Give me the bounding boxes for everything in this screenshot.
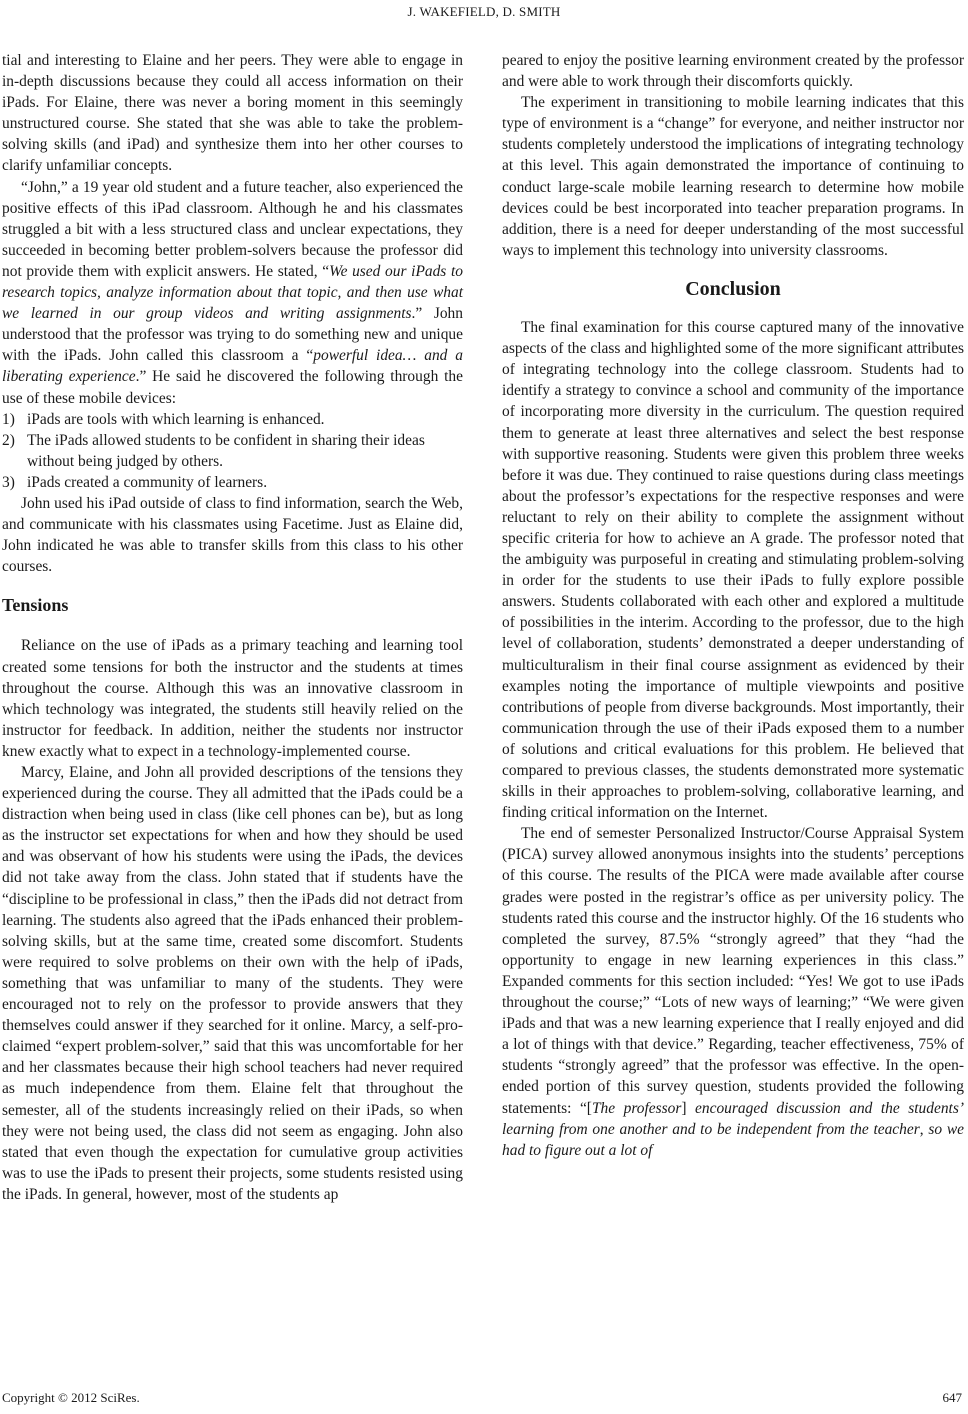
list-item: [2, 472, 463, 493]
list-item: [2, 409, 463, 430]
pica-text-1: The end of semester Personalized Instructor/Course Appraisal System (PICA) survey allowed anonymous insights into the students’ perceptions of this course. The results of the PICA were made available after course grades were posted in the registrar’s office as per university policy. The students rated this course and the instructor highly. Of the 16 students who completed the survey, 87.5% “strongly agreed” that they “had the opportunity to engage in new learning experiences in this class.” Expanded comments for this section included: “Yes! We got to use iPads throughout the course;” “Lots of new ways of learning;” “We were given iPads and that was a new learning experience that I really enjoyed and did a lot of things with that device.” Regarding, teacher effectiveness, 75% of students “strongly agreed” that the professor was effective. In the open-ended portion of this survey question, students provided the following statements: “[: [502, 825, 964, 1117]
paragraph-elaine-continued: tial and interesting to Elaine and her peers. They were able to engage in in-depth discussions because they could all access information on their iPads. For Elaine, there was never a boring moment in this seemingly unstructured course. She stated that she was able to take the problem-solving skills (and iPad) and synthesize them into her other courses to clarify unfamiliar concepts.: [2, 52, 463, 175]
john-text-1: “John,” a 19 year old student and a future teacher, also experienced the positive effects of this iPad classroom. Although he and his classmates struggled a bit with a less structured class and unclear expectations, they succeeded in becoming better problem-solvers because the professor did not provide them with explicit answers. He stated, “: [2, 178, 463, 280]
john-text-2: .” John understood that the professor was trying to do something new and unique with the iPads. John called this classroom a “: [2, 305, 463, 365]
paragraph-tensions-descriptions: Marcy, Elaine, and John all provided descriptions of the tensions they experienced during the course. They all admitted that the iPads could be a distraction when being used in class (like cell phones can be), but as long as the instructor set expectations for when and how they should be used and was observant of how his students were using the iPads, the devices did not take away from the class. John stated that if students have the “discipline to be professional in class,” then the iPads did not detract from learning. The students also agreed that the iPads enhanced their problem-solving skills, but at the same time, created some discomfort. Students were required to solve problems on their own with the help of iPads, something that was unfamiliar to many of the students. They were encouraged not to rely on the professor to provide answers that they themselves could answer if they searched for it online. Marcy, a self-proclaimed “expert problem-solver,” said that this was uncomfortable for her and her classmates because their high school teachers had never required as much independence from them. Elaine felt that throughout the semester, all of the students increasingly relied on their iPads, so when they were not being used, the class did not seem as engaging. John also stated that even though the expectation for cumulative group activities was to use the iPads to present their projects, some students resisted using the iPads. In general, however, most of the students ap: [2, 764, 463, 1203]
list-item-text: iPads created a community of learners.: [27, 473, 268, 491]
list-item-number: 2): [2, 431, 15, 449]
pica-italic-quote-end: so we had to figure out a lot of: [502, 1120, 965, 1159]
list-item-number: 1): [2, 410, 15, 428]
page-number: 647: [942, 1390, 962, 1405]
list-item-text: iPads are tools with which learning is enhanced.: [27, 410, 325, 428]
section-heading-tensions: Tensions: [2, 595, 69, 616]
list-item-text: The iPads allowed students to be confident in sharing their ideas without being judged by others.: [27, 431, 425, 470]
findings-list: [2, 409, 463, 493]
john-quote-powerful-idea: powerful idea… and a liberating experience: [2, 347, 463, 386]
paragraph-tensions-continued: peared to enjoy the positive learning environment created by the professor and were able to work through their discomforts quickly.: [502, 52, 964, 91]
paragraph-john-outside-class: John used his iPad outside of class to find information, search the Web, and communicate with his classmates using Facetime. Just as Elaine did, John indicated he was able to transfer skills from this class to his other courses.: [2, 494, 463, 576]
left-column: [2, 50, 463, 1205]
paragraph-pica-survey: [502, 823, 964, 1161]
section-heading-conclusion: Conclusion: [685, 277, 781, 300]
pica-text-2: ]: [681, 1099, 696, 1117]
pica-italic-professor: The professor: [591, 1099, 682, 1117]
paragraph-mobile-learning-experiment: The experiment in transitioning to mobile learning indicates that this type of environment is a “change” for everyone, and neither instructor nor students completely understood the implications of integrating technology at this level. This again demonstrated the importance of continuing to conduct large-scale mobile learning research to determine how mobile devices could be best incorporated into teacher preparation programs. In addition, there is a need for deeper understanding of the most successful ways to implement this technology into university classrooms.: [502, 94, 964, 259]
john-text-3: .” He said he discovered the following through the use of these mobile devices:: [2, 368, 463, 407]
running-head: J. WAKEFIELD, D. SMITH: [407, 4, 561, 19]
paragraph-john: [2, 177, 463, 409]
list-item-number: 3): [2, 473, 15, 491]
paragraph-tensions-intro: Reliance on the use of iPads as a primary teaching and learning tool created some tensions for both the instructor and the students at times throughout the course. Although this was an innovative classroom in which technology was integrated, the students still heavily relied on the instructor for feedback. In addition, neither the students nor instructor knew exactly what to expect in a technology-implemented course.: [2, 637, 463, 760]
pica-italic-quote: encouraged discussion and the students’ learning from one another and to be independent from the teacher: [502, 1099, 964, 1138]
pica-text-3: ,: [919, 1120, 929, 1138]
right-column: [502, 50, 964, 1161]
list-item: [2, 430, 463, 472]
copyright-notice: Copyright © 2012 SciRes.: [2, 1390, 140, 1405]
paragraph-final-examination: The final examination for this course captured many of the innovative aspects of the class and highlighted some of the more significant attributes of integrating technology into the college classroom. Students had to identify a strategy to convince a school and community of the importance of incorporating more diversity in the curriculum. The question required them to generate at least three alternatives and select the best response with supportive reasoning. Students were given this problem three weeks before it was due. They continued to raise questions during class meetings about the professor’s expectations for the respective responses and were reluctant to rely on their ability to complete the assignment without specific criteria for how to achieve an A grade. The professor noted that the ambiguity was purposeful in creating and stimulating problem-solving in order for the students to use their iPads to fully explore possible answers. Students collaborated with each other and explored a multitude of possibilities in the interim. According to the professor, due to the high level of collaboration, students’ demonstrated a deeper understanding of multiculturalism in their final course assignment as evidenced by their examples noting the importance of multiple viewpoints and positive contributions of people from diverse backgrounds. Most importantly, their communication through the use of their iPads exposed them to a number of solutions and critical evaluations for this problem. He believed that compared to previous classes, the students demonstrated more systematic skills in their approaches to problem-solving, collaborative learning, and finding critical information on the Internet.: [502, 319, 964, 822]
john-quote-research: We used our iPads to research topics, analyze information about that topic, and then use what we learned in our group videos and writing assignments: [2, 262, 463, 323]
